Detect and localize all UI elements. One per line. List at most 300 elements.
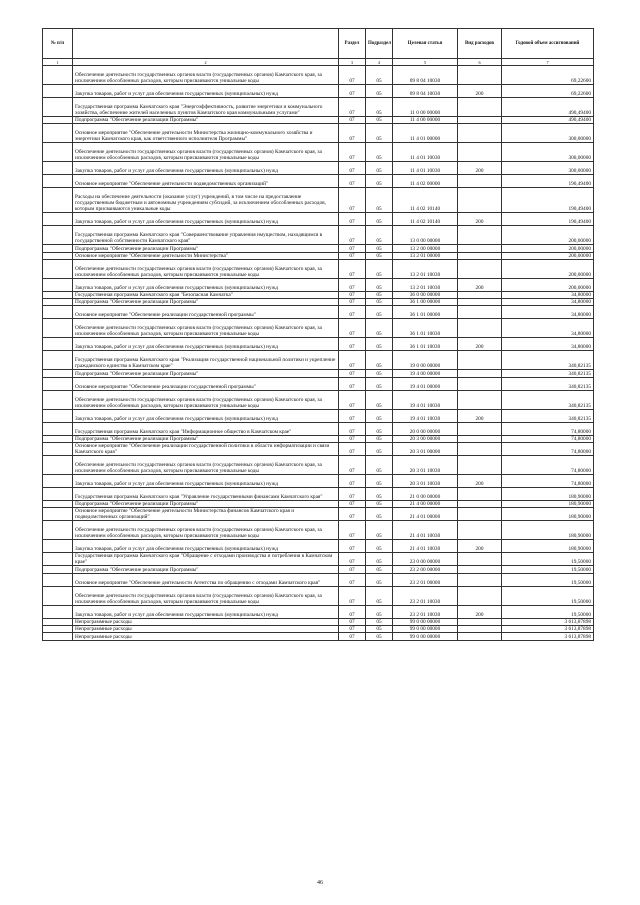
- row-number-cell: [43, 124, 73, 143]
- table-row: [43, 252, 594, 259]
- table-row: [43, 475, 594, 488]
- row-razdel-cell: 07: [339, 377, 366, 390]
- table-row: [43, 66, 594, 85]
- row-number-cell: [43, 540, 73, 553]
- table-row: [43, 226, 594, 245]
- header-name: [73, 29, 339, 59]
- row-number-cell: [43, 278, 73, 291]
- table-row: [43, 259, 594, 278]
- row-podrazdel-cell: 05: [366, 633, 393, 640]
- row-expense-type-cell: [458, 573, 502, 586]
- row-number-cell: [43, 370, 73, 377]
- row-target-article-cell: 21 4 01 10030: [393, 521, 458, 540]
- row-razdel-cell: 07: [339, 98, 366, 117]
- table-row: [43, 85, 594, 98]
- row-amount-cell: 19,50000: [502, 605, 594, 618]
- row-expense-type-cell: [458, 143, 502, 162]
- row-target-article-cell: 36 1 01 00000: [393, 306, 458, 319]
- row-expense-type-cell: 200: [458, 338, 502, 351]
- column-number: 5: [393, 59, 458, 66]
- row-podrazdel-cell: 05: [366, 299, 393, 306]
- row-podrazdel-cell: 05: [366, 278, 393, 291]
- row-target-article-cell: 19 4 01 10030: [393, 409, 458, 422]
- row-razdel-cell: 07: [339, 521, 366, 540]
- row-name-cell: Закупка товаров, работ и услуг для обеспечения государственных (муниципальных) нужд: [73, 605, 339, 618]
- row-name-cell: Закупка товаров, работ и услуг для обеспечения государственных (муниципальных) нужд: [73, 409, 339, 422]
- row-razdel-cell: 07: [339, 475, 366, 488]
- table-row: [43, 124, 594, 143]
- row-amount-cell: 340,82135: [502, 377, 594, 390]
- row-target-article-cell: 19 4 00 00000: [393, 370, 458, 377]
- row-expense-type-cell: 200: [458, 85, 502, 98]
- row-razdel-cell: 07: [339, 625, 366, 632]
- row-target-article-cell: 23 2 01 00000: [393, 573, 458, 586]
- row-target-article-cell: 20 0 00 00000: [393, 422, 458, 435]
- row-amount-cell: 19,50000: [502, 566, 594, 573]
- row-podrazdel-cell: 05: [366, 553, 393, 566]
- row-podrazdel-cell: 05: [366, 377, 393, 390]
- row-name-cell: Закупка товаров, работ и услуг для обеспечения государственных (муниципальных) нужд: [73, 475, 339, 488]
- row-number-cell: [43, 625, 73, 632]
- row-target-article-cell: 11 4 01 10030: [393, 162, 458, 175]
- row-expense-type-cell: [458, 124, 502, 143]
- row-expense-type-cell: [458, 351, 502, 370]
- row-razdel-cell: 07: [339, 319, 366, 338]
- row-podrazdel-cell: 05: [366, 351, 393, 370]
- row-amount-cell: 200,00000: [502, 226, 594, 245]
- row-amount-cell: 180,90000: [502, 488, 594, 501]
- row-amount-cell: 200,00000: [502, 245, 594, 252]
- row-target-article-cell: 13 2 01 10030: [393, 278, 458, 291]
- row-podrazdel-cell: 05: [366, 501, 393, 508]
- row-podrazdel-cell: 05: [366, 443, 393, 456]
- row-podrazdel-cell: 05: [366, 566, 393, 573]
- row-expense-type-cell: [458, 422, 502, 435]
- row-target-article-cell: 36 1 01 10030: [393, 319, 458, 338]
- table-row: [43, 443, 594, 456]
- row-podrazdel-cell: 05: [366, 124, 393, 143]
- row-razdel-cell: 07: [339, 422, 366, 435]
- table-row: [43, 390, 594, 409]
- row-target-article-cell: 21 4 01 00000: [393, 508, 458, 521]
- row-podrazdel-cell: 05: [366, 422, 393, 435]
- row-podrazdel-cell: 05: [366, 66, 393, 85]
- row-podrazdel-cell: 05: [366, 488, 393, 501]
- table-row: [43, 435, 594, 442]
- row-razdel-cell: 07: [339, 117, 366, 124]
- row-target-article-cell: 99 0 00 00000: [393, 633, 458, 640]
- header-annual-amount: Годовой объем ассигнований: [502, 29, 594, 59]
- row-expense-type-cell: [458, 456, 502, 475]
- row-razdel-cell: 07: [339, 540, 366, 553]
- row-target-article-cell: 23 2 00 00000: [393, 566, 458, 573]
- table-row: [43, 162, 594, 175]
- row-podrazdel-cell: 05: [366, 625, 393, 632]
- row-target-article-cell: 11 4 01 00000: [393, 124, 458, 143]
- row-amount-cell: 180,90000: [502, 540, 594, 553]
- row-name-cell: Основное мероприятие "Обеспечение реализации государственной программы": [73, 306, 339, 319]
- row-podrazdel-cell: 05: [366, 259, 393, 278]
- row-target-article-cell: 09 8 04 10030: [393, 85, 458, 98]
- row-target-article-cell: 36 1 01 10030: [393, 338, 458, 351]
- row-name-cell: Государственная программа Камчатского края "Управление государственными финансами Камчатского края": [73, 488, 339, 501]
- row-name-cell: Обеспечение деятельности государственных органов власти (государственных органов) Камчатского края, за исключением обособленных расходов, которым присваиваются уникальные коды: [73, 586, 339, 605]
- row-number-cell: [43, 306, 73, 319]
- row-razdel-cell: 07: [339, 618, 366, 625]
- table-row: [43, 188, 594, 213]
- column-number: 3: [339, 59, 366, 66]
- row-amount-cell: 180,90000: [502, 501, 594, 508]
- row-expense-type-cell: [458, 245, 502, 252]
- row-number-cell: [43, 456, 73, 475]
- table-row: [43, 521, 594, 540]
- column-number: 2: [73, 59, 339, 66]
- row-expense-type-cell: [458, 299, 502, 306]
- row-expense-type-cell: [458, 188, 502, 213]
- row-number-cell: [43, 521, 73, 540]
- row-razdel-cell: 07: [339, 252, 366, 259]
- row-number-cell: [43, 633, 73, 640]
- row-amount-cell: 200,00000: [502, 252, 594, 259]
- row-number-cell: [43, 390, 73, 409]
- column-number: 7: [502, 59, 594, 66]
- table-row: [43, 377, 594, 390]
- row-razdel-cell: 07: [339, 586, 366, 605]
- row-amount-cell: 300,00000: [502, 143, 594, 162]
- row-amount-cell: 190,49400: [502, 213, 594, 226]
- row-expense-type-cell: [458, 259, 502, 278]
- row-name-cell: Закупка товаров, работ и услуг для обеспечения государственных (муниципальных) нужд: [73, 162, 339, 175]
- column-number: 6: [458, 59, 502, 66]
- row-number-cell: [43, 422, 73, 435]
- row-podrazdel-cell: 05: [366, 245, 393, 252]
- row-name-cell: Подпрограмма "Обеспечение реализации Программы": [73, 370, 339, 377]
- row-expense-type-cell: [458, 521, 502, 540]
- page-number: 46: [317, 880, 323, 886]
- row-expense-type-cell: [458, 370, 502, 377]
- row-number-cell: [43, 435, 73, 442]
- row-target-article-cell: 36 1 00 00000: [393, 299, 458, 306]
- row-razdel-cell: 07: [339, 124, 366, 143]
- row-podrazdel-cell: 05: [366, 390, 393, 409]
- row-target-article-cell: 20 3 01 10030: [393, 456, 458, 475]
- table-row: [43, 625, 594, 632]
- row-razdel-cell: 07: [339, 456, 366, 475]
- row-expense-type-cell: [458, 618, 502, 625]
- row-expense-type-cell: 200: [458, 213, 502, 226]
- row-podrazdel-cell: 05: [366, 370, 393, 377]
- row-amount-cell: 200,00000: [502, 259, 594, 278]
- row-number-cell: [43, 213, 73, 226]
- row-target-article-cell: 11 4 00 00000: [393, 117, 458, 124]
- column-number: 1: [43, 59, 73, 66]
- table-row: [43, 633, 594, 640]
- row-podrazdel-cell: 05: [366, 213, 393, 226]
- row-razdel-cell: 07: [339, 633, 366, 640]
- row-target-article-cell: 23 2 01 10030: [393, 586, 458, 605]
- row-name-cell: Основное мероприятие "Обеспечение деятельности Министерства финансов Камчатского края и подведомственных организаций": [73, 508, 339, 521]
- row-razdel-cell: 07: [339, 501, 366, 508]
- row-razdel-cell: 07: [339, 259, 366, 278]
- row-razdel-cell: 07: [339, 226, 366, 245]
- row-razdel-cell: 07: [339, 85, 366, 98]
- row-expense-type-cell: [458, 98, 502, 117]
- row-target-article-cell: 21 4 00 00000: [393, 501, 458, 508]
- row-name-cell: Государственная программа Камчатского края "Энергоэффективность, развитие энергетики и коммунального хозяйства, обеспечение жителей населенных пунктов Камчатского края коммунальными услугами": [73, 98, 339, 117]
- row-amount-cell: 34,80000: [502, 291, 594, 298]
- row-expense-type-cell: [458, 443, 502, 456]
- row-podrazdel-cell: 05: [366, 456, 393, 475]
- row-razdel-cell: 07: [339, 306, 366, 319]
- row-podrazdel-cell: 05: [366, 475, 393, 488]
- row-name-cell: Государственная программа Камчатского края "Обращение с отходами производства и потребления в Камчатском крае": [73, 553, 339, 566]
- row-expense-type-cell: [458, 625, 502, 632]
- table-row: [43, 573, 594, 586]
- row-razdel-cell: 07: [339, 299, 366, 306]
- row-razdel-cell: 07: [339, 351, 366, 370]
- header-podrazdel: Подраздел: [366, 29, 393, 59]
- row-amount-cell: 340,82135: [502, 370, 594, 377]
- row-razdel-cell: 07: [339, 573, 366, 586]
- row-target-article-cell: 20 3 00 00000: [393, 435, 458, 442]
- row-name-cell: Подпрограмма "Обеспечение реализации Программы": [73, 501, 339, 508]
- row-razdel-cell: 07: [339, 566, 366, 573]
- row-razdel-cell: 07: [339, 338, 366, 351]
- row-amount-cell: 3 613,87898: [502, 633, 594, 640]
- table-row: [43, 338, 594, 351]
- row-expense-type-cell: 200: [458, 409, 502, 422]
- row-amount-cell: 3 613,87898: [502, 625, 594, 632]
- row-amount-cell: 74,80000: [502, 456, 594, 475]
- row-target-article-cell: 19 4 01 10030: [393, 390, 458, 409]
- row-target-article-cell: 99 0 00 00000: [393, 625, 458, 632]
- row-razdel-cell: 07: [339, 409, 366, 422]
- table-row: [43, 306, 594, 319]
- row-name-cell: Государственная программа Камчатского края "Реализация государственной национальной политики и укрепление гражданского единства в Камчатском крае": [73, 351, 339, 370]
- row-expense-type-cell: 200: [458, 605, 502, 618]
- table-row: [43, 175, 594, 188]
- row-podrazdel-cell: 05: [366, 143, 393, 162]
- row-number-cell: [43, 291, 73, 298]
- row-amount-cell: 34,80000: [502, 319, 594, 338]
- row-amount-cell: 340,82135: [502, 351, 594, 370]
- row-name-cell: Подпрограмма "Обеспечение реализации Программы": [73, 299, 339, 306]
- row-number-cell: [43, 259, 73, 278]
- row-number-cell: [43, 226, 73, 245]
- row-number-cell: [43, 338, 73, 351]
- table-row: [43, 299, 594, 306]
- row-number-cell: [43, 586, 73, 605]
- row-name-cell: Непрограммные расходы: [73, 633, 339, 640]
- row-amount-cell: 490,49400: [502, 98, 594, 117]
- row-name-cell: Непрограммные расходы: [73, 618, 339, 625]
- row-number-cell: [43, 605, 73, 618]
- table-row: [43, 351, 594, 370]
- row-number-cell: [43, 488, 73, 501]
- row-expense-type-cell: [458, 319, 502, 338]
- row-expense-type-cell: 200: [458, 278, 502, 291]
- row-name-cell: Подпрограмма "Обеспечение реализации Программы": [73, 117, 339, 124]
- row-target-article-cell: 21 0 00 00000: [393, 488, 458, 501]
- row-target-article-cell: 11 4 01 10030: [393, 143, 458, 162]
- row-podrazdel-cell: 05: [366, 605, 393, 618]
- row-number-cell: [43, 501, 73, 508]
- row-name-cell: Обеспечение деятельности государственных органов власти (государственных органов) Камчатского края, за исключением обособленных расходов, которым присваиваются уникальные коды: [73, 66, 339, 85]
- row-razdel-cell: 07: [339, 188, 366, 213]
- row-number-cell: [43, 618, 73, 625]
- row-podrazdel-cell: 05: [366, 252, 393, 259]
- row-name-cell: Обеспечение деятельности государственных органов власти (государственных органов) Камчатского края, за исключением обособленных расходов, которым присваиваются уникальные коды: [73, 456, 339, 475]
- row-number-cell: [43, 299, 73, 306]
- row-name-cell: Закупка товаров, работ и услуг для обеспечения государственных (муниципальных) нужд: [73, 540, 339, 553]
- row-name-cell: Основное мероприятие "Обеспечение деятельности Министерства жилищно-коммунального хозяйства и энергетики Камчатского края, как ответственного исполнителя Программы": [73, 124, 339, 143]
- row-number-cell: [43, 475, 73, 488]
- row-target-article-cell: 23 2 01 10030: [393, 605, 458, 618]
- row-podrazdel-cell: 05: [366, 409, 393, 422]
- table-row: [43, 278, 594, 291]
- row-expense-type-cell: [458, 291, 502, 298]
- row-amount-cell: 300,00000: [502, 124, 594, 143]
- row-podrazdel-cell: 05: [366, 435, 393, 442]
- row-number-cell: [43, 175, 73, 188]
- row-amount-cell: 69,22600: [502, 66, 594, 85]
- header-target-article: Целевая статья: [393, 29, 458, 59]
- row-number-cell: [43, 162, 73, 175]
- table-row: [43, 319, 594, 338]
- row-name-cell: Подпрограмма "Обеспечение реализации Программы": [73, 435, 339, 442]
- row-podrazdel-cell: 05: [366, 319, 393, 338]
- row-razdel-cell: 07: [339, 370, 366, 377]
- column-number: 4: [366, 59, 393, 66]
- row-name-cell: Закупка товаров, работ и услуг для обеспечения государственных (муниципальных) нужд: [73, 85, 339, 98]
- row-name-cell: Основное мероприятие "Обеспечение деятельности Министерства": [73, 252, 339, 259]
- row-podrazdel-cell: 05: [366, 85, 393, 98]
- row-number-cell: [43, 117, 73, 124]
- row-expense-type-cell: [458, 633, 502, 640]
- row-number-cell: [43, 409, 73, 422]
- row-name-cell: Обеспечение деятельности государственных органов власти (государственных органов) Камчатского края, за исключением обособленных расходов, которым присваиваются уникальные коды: [73, 521, 339, 540]
- row-amount-cell: 200,00000: [502, 278, 594, 291]
- row-target-article-cell: 11 4 02 10140: [393, 213, 458, 226]
- row-target-article-cell: 20 3 01 00000: [393, 443, 458, 456]
- row-name-cell: Закупка товаров, работ и услуг для обеспечения государственных (муниципальных) нужд: [73, 278, 339, 291]
- row-expense-type-cell: [458, 508, 502, 521]
- row-number-cell: [43, 66, 73, 85]
- row-razdel-cell: 07: [339, 443, 366, 456]
- table-row: [43, 586, 594, 605]
- row-target-article-cell: 11 4 02 10140: [393, 188, 458, 213]
- row-amount-cell: 74,80000: [502, 435, 594, 442]
- row-number-cell: [43, 319, 73, 338]
- row-podrazdel-cell: 05: [366, 226, 393, 245]
- row-name-cell: Подпрограмма "Обеспечение реализации Программы": [73, 566, 339, 573]
- row-target-article-cell: 19 4 01 00000: [393, 377, 458, 390]
- row-razdel-cell: 07: [339, 291, 366, 298]
- table-row: [43, 409, 594, 422]
- row-expense-type-cell: [458, 377, 502, 390]
- table-row: [43, 117, 594, 124]
- row-podrazdel-cell: 05: [366, 162, 393, 175]
- row-razdel-cell: 07: [339, 143, 366, 162]
- row-target-article-cell: 11 4 02 00000: [393, 175, 458, 188]
- row-podrazdel-cell: 05: [366, 618, 393, 625]
- row-amount-cell: 19,50000: [502, 553, 594, 566]
- table-row: [43, 566, 594, 573]
- header-row: [43, 29, 594, 59]
- row-name-cell: Закупка товаров, работ и услуг для обеспечения государственных (муниципальных) нужд: [73, 213, 339, 226]
- table-row: [43, 605, 594, 618]
- row-expense-type-cell: [458, 501, 502, 508]
- row-amount-cell: 190,49400: [502, 188, 594, 213]
- row-name-cell: Основное мероприятие "Обеспечение реализации государственной программы": [73, 377, 339, 390]
- row-expense-type-cell: [458, 586, 502, 605]
- row-podrazdel-cell: 05: [366, 98, 393, 117]
- row-amount-cell: 74,80000: [502, 422, 594, 435]
- row-target-article-cell: 13 2 01 10030: [393, 259, 458, 278]
- row-number-cell: [43, 508, 73, 521]
- row-target-article-cell: 23 0 00 00000: [393, 553, 458, 566]
- row-name-cell: Обеспечение деятельности государственных органов власти (государственных органов) Камчатского края, за исключением обособленных расходов, которым присваиваются уникальные коды: [73, 143, 339, 162]
- table-row: [43, 553, 594, 566]
- row-name-cell: Обеспечение деятельности государственных органов власти (государственных органов) Камчатского края, за исключением обособленных расходов, которым присваиваются уникальные коды: [73, 319, 339, 338]
- row-amount-cell: 34,80000: [502, 306, 594, 319]
- row-name-cell: Обеспечение деятельности государственных органов власти (государственных органов) Камчатского края, за исключением обособленных расходов, которым присваиваются уникальные коды: [73, 390, 339, 409]
- row-target-article-cell: 19 0 00 00000: [393, 351, 458, 370]
- row-name-cell: Закупка товаров, работ и услуг для обеспечения государственных (муниципальных) нужд: [73, 338, 339, 351]
- table-row: [43, 422, 594, 435]
- row-target-article-cell: 09 8 04 10030: [393, 66, 458, 85]
- row-number-cell: [43, 245, 73, 252]
- table-row: [43, 143, 594, 162]
- row-expense-type-cell: [458, 488, 502, 501]
- row-podrazdel-cell: 05: [366, 188, 393, 213]
- row-expense-type-cell: [458, 175, 502, 188]
- table-row: [43, 370, 594, 377]
- row-amount-cell: 74,80000: [502, 443, 594, 456]
- table-body: [43, 66, 594, 641]
- row-target-article-cell: 13 0 00 00000: [393, 226, 458, 245]
- row-name-cell: Подпрограмма "Обеспечение реализации Программы": [73, 245, 339, 252]
- table-row: [43, 456, 594, 475]
- row-podrazdel-cell: 05: [366, 117, 393, 124]
- table-row: [43, 98, 594, 117]
- row-expense-type-cell: [458, 66, 502, 85]
- row-amount-cell: 180,90000: [502, 508, 594, 521]
- row-razdel-cell: 07: [339, 175, 366, 188]
- row-target-article-cell: 20 3 01 10030: [393, 475, 458, 488]
- row-podrazdel-cell: 05: [366, 175, 393, 188]
- row-number-cell: [43, 351, 73, 370]
- row-amount-cell: 19,50000: [502, 586, 594, 605]
- row-amount-cell: 74,80000: [502, 475, 594, 488]
- row-name-cell: Государственная программа Камчатского края "Информационное общество в Камчатском крае": [73, 422, 339, 435]
- row-number-cell: [43, 98, 73, 117]
- row-razdel-cell: 07: [339, 553, 366, 566]
- row-number-cell: [43, 188, 73, 213]
- row-razdel-cell: 07: [339, 162, 366, 175]
- row-number-cell: [43, 252, 73, 259]
- table-row: [43, 213, 594, 226]
- row-podrazdel-cell: 05: [366, 508, 393, 521]
- row-name-cell: Основное мероприятие "Обеспечение реализации государственной политики в области информатизации и связи Камчатского края": [73, 443, 339, 456]
- row-expense-type-cell: 200: [458, 475, 502, 488]
- row-name-cell: Непрограммные расходы: [73, 625, 339, 632]
- row-target-article-cell: 13 2 00 00000: [393, 245, 458, 252]
- table-row: [43, 540, 594, 553]
- row-razdel-cell: 07: [339, 435, 366, 442]
- row-razdel-cell: 07: [339, 508, 366, 521]
- row-amount-cell: 190,49400: [502, 175, 594, 188]
